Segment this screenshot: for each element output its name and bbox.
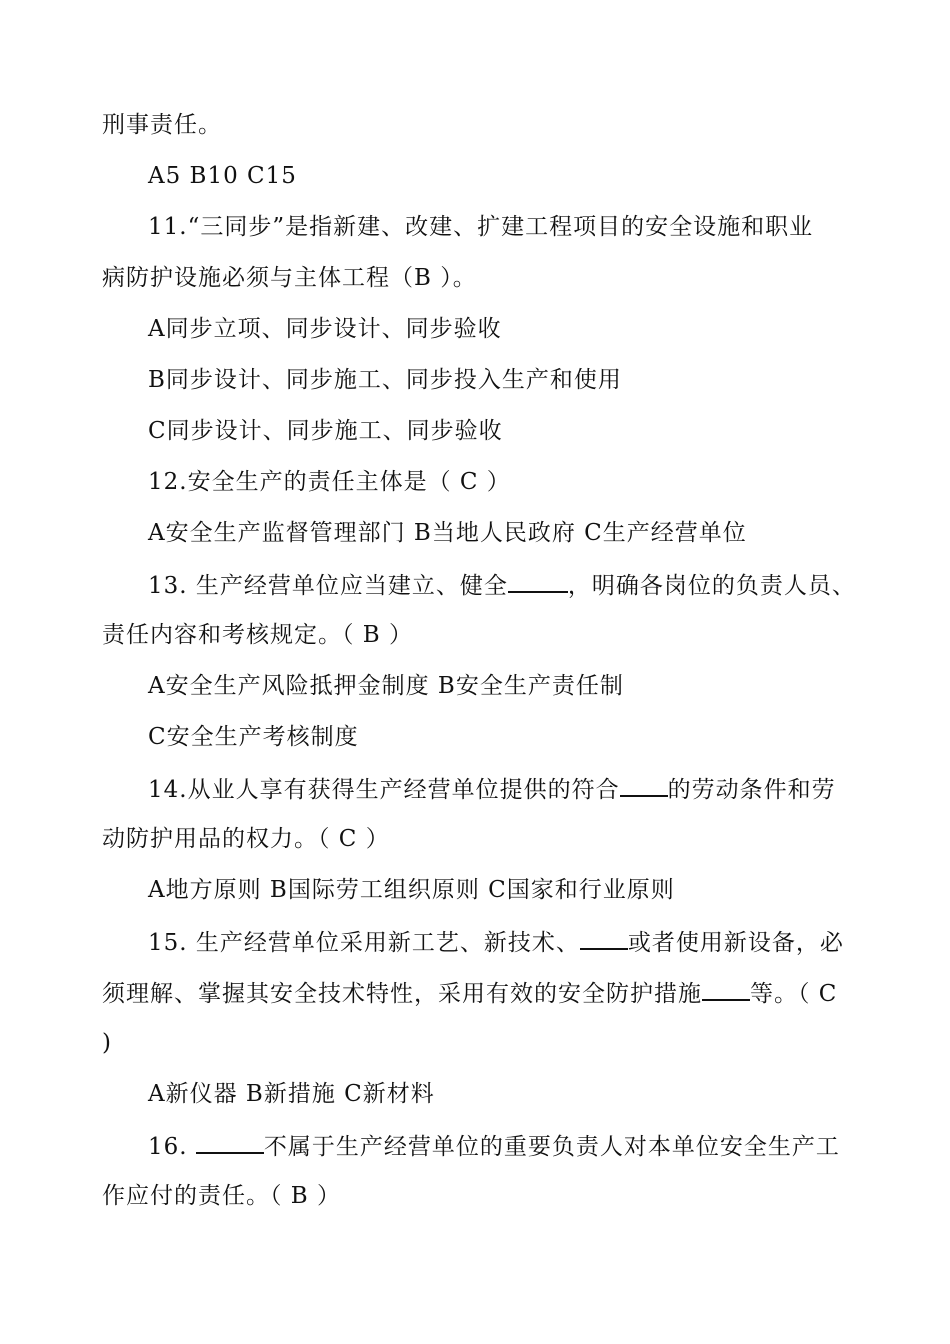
question-12: 12.安全生产的责任主体是（ C ） — [148, 469, 511, 495]
text-segment: 的劳动条件和劳 — [667, 777, 836, 803]
text-segment: ，明确各岗位的负责人员、 — [567, 573, 856, 599]
fill-blank — [196, 1130, 264, 1154]
question-13 — [148, 569, 856, 601]
answer-options: A安全生产监督管理部门 B当地人民政府 C生产经营单位 — [148, 520, 747, 546]
text-segment: 13. 生产经营单位应当建立、健全 — [148, 573, 508, 599]
text-line: 刑事责任。 — [102, 112, 222, 138]
option-a: A同步立项、同步设计、同步验收 — [148, 316, 502, 342]
text-segment: 16. — [148, 1134, 196, 1160]
text-line: 动防护用品的权力。（ C ） — [102, 826, 390, 852]
text-segment: 15. 生产经营单位采用新工艺、新技术、 — [148, 930, 580, 956]
text-segment: 等。（ C — [750, 981, 838, 1007]
text-line: ) — [102, 1030, 112, 1056]
text-line: 病防护设施必须与主体工程（B ）。 — [102, 265, 477, 291]
fill-blank — [580, 926, 628, 950]
answer-options: A地方原则 B国际劳工组织原则 C国家和行业原则 — [148, 877, 675, 903]
text-line — [102, 977, 837, 1009]
question-16 — [148, 1130, 840, 1162]
fill-blank — [508, 569, 568, 593]
question-11: 11.“三同步”是指新建、改建、扩建工程项目的安全设施和职业 — [148, 214, 814, 240]
option-b: B同步设计、同步施工、同步投入生产和使用 — [148, 367, 622, 393]
answer-options: A新仪器 B新措施 C新材料 — [148, 1081, 435, 1107]
fill-blank — [620, 773, 668, 797]
answer-options: A安全生产风险抵押金制度 B安全生产责任制 — [148, 673, 624, 699]
option-c: C同步设计、同步施工、同步验收 — [148, 418, 503, 444]
text-segment: 14.从业人享有获得生产经营单位提供的符合 — [148, 777, 620, 803]
text-line: 责任内容和考核规定。（ B ） — [102, 622, 414, 648]
answer-options: A5 B10 C15 — [148, 163, 297, 189]
option-c: C安全生产考核制度 — [148, 724, 359, 750]
text-segment: 或者使用新设备，必 — [627, 930, 844, 956]
question-14 — [148, 773, 836, 805]
text-segment: 须理解、掌握其安全技术特性，采用有效的安全防护措施 — [102, 981, 702, 1007]
fill-blank — [702, 977, 750, 1001]
question-15 — [148, 926, 844, 958]
text-segment: 不属于生产经营单位的重要负责人对本单位安全生产工 — [263, 1134, 840, 1160]
text-line: 作应付的责任。（ B ） — [102, 1183, 342, 1209]
